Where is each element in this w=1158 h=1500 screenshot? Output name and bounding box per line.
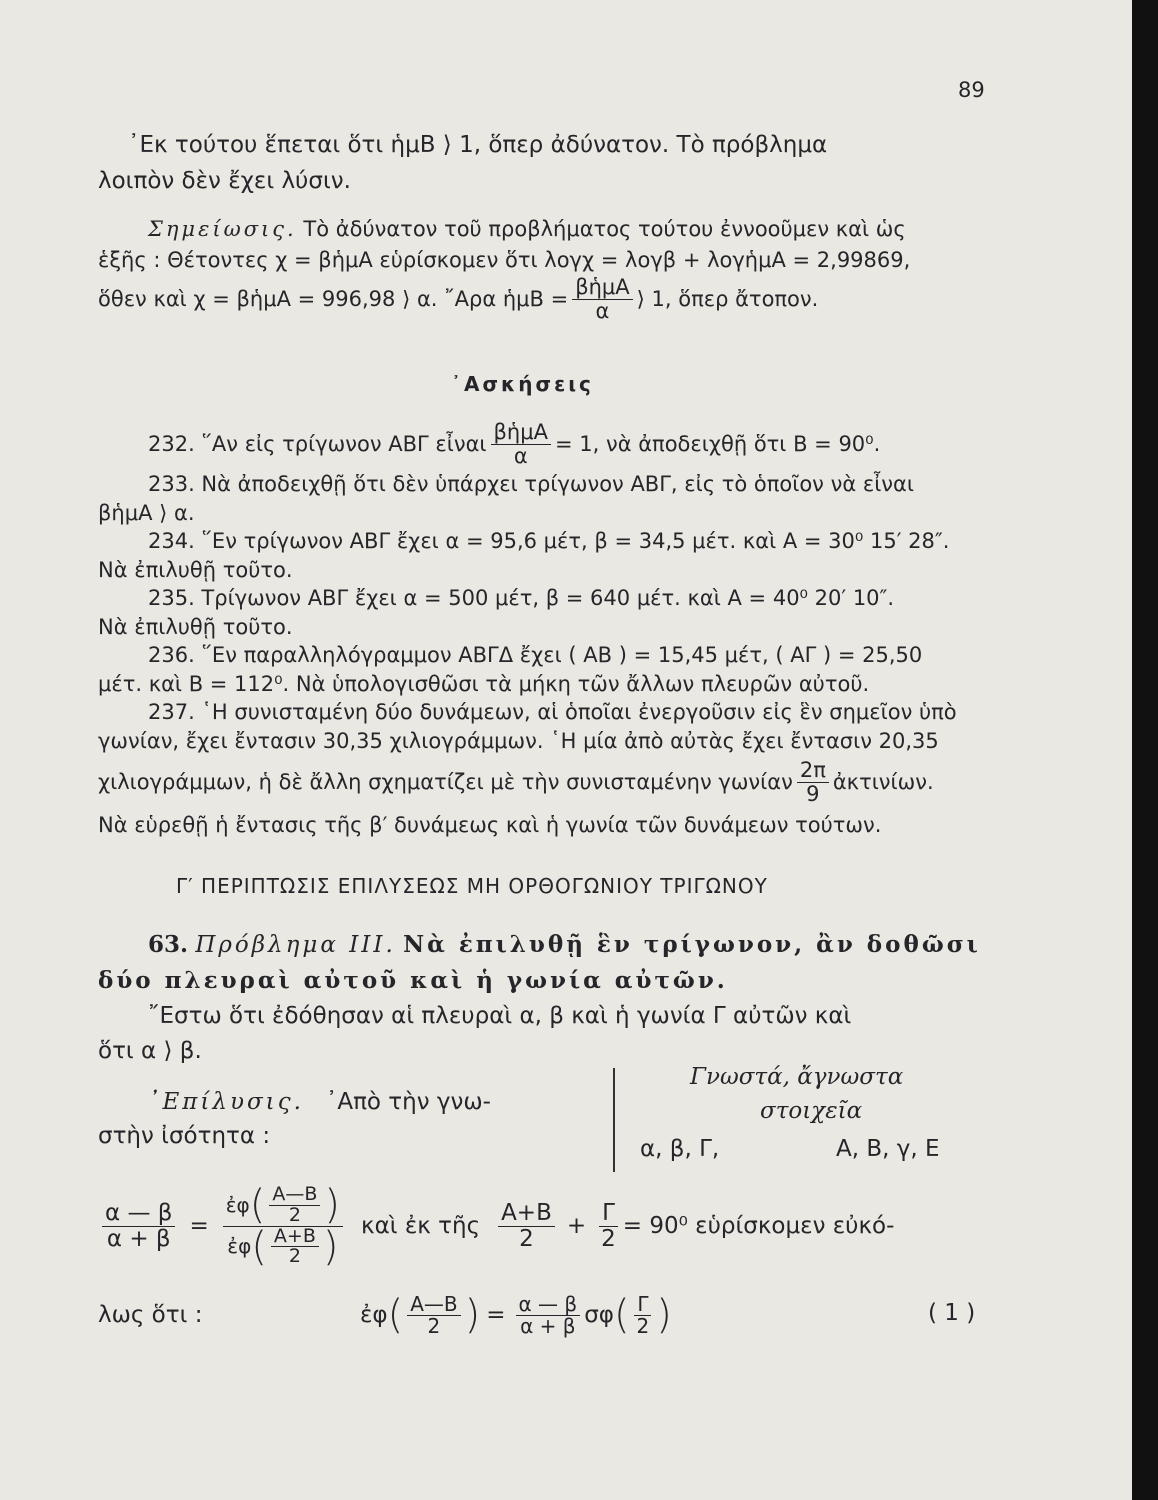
solution-label: ᾿Επίλυσις. <box>148 1089 304 1115</box>
remark-line: ἑξῆς : Θέτοντες χ = βἡμΑ εὑρίσκομεν ὅτι λογχ = λογβ + λογἡμΑ = 2,99869, <box>98 248 911 272</box>
denominator: α + β <box>106 1225 171 1252</box>
denominator: 2 <box>519 1225 534 1252</box>
exercise-234-cont: Νὰ ἐπιλυθῇ τοῦτο. <box>98 558 293 582</box>
fraction <box>797 759 829 804</box>
exercise-text: χιλιογράμμων, ἡ δὲ ἄλλη σχηματίζει μὲ τὴν συνισταμένην γωνίαν <box>98 770 793 794</box>
table-divider <box>613 1068 615 1172</box>
equation-2: λως ὅτι : ἐφ ( $\frac{A—B}{2}$ ) = $\frac{\alpha — \beta}{\alpha + \beta}$ σφ ( $\frac{\Gamma}{2}$ ) <box>98 1291 672 1338</box>
equation-1 <box>98 1166 894 1286</box>
exercise-237: 237. ῾Η συνισταμένη δύο δυνάμεων, αἱ ὁποῖαι ἐνεργοῦσιν εἰς ἓν σημεῖον ὑπὸ <box>148 700 957 724</box>
text-line: ῎Εστω ὅτι ἐδόθησαν αἱ πλευραὶ α, β καὶ ἡ γωνία Γ αὐτῶν καὶ <box>148 1003 852 1029</box>
exercise-235-cont: Νὰ ἐπιλυθῇ τοῦτο. <box>98 615 293 639</box>
scan-edge <box>1132 0 1158 1500</box>
problem-title <box>148 931 981 958</box>
equation-text: καὶ ἐκ τῆς <box>361 1213 481 1239</box>
remark-text: Τὸ ἀδύνατον τοῦ προβλήματος τούτου ἐννοοῦμεν καὶ ὡς <box>303 217 906 241</box>
equals-sign: = <box>189 1213 209 1239</box>
fraction <box>223 1182 343 1270</box>
denominator: α <box>595 298 610 323</box>
denominator: 2 <box>427 1313 441 1338</box>
numerator: Α+Β <box>271 1227 319 1248</box>
exercises-heading: ᾿Ασκήσεις <box>451 372 594 396</box>
text-line: ὅτι α ⟩ β. <box>98 1038 202 1064</box>
problem-statement: Νὰ ἐπιλυθῇ ἓν τρίγωνον, ἂν δοθῶσι <box>403 931 981 958</box>
table-header: Γνωστά, ἄγνωστα <box>690 1064 904 1090</box>
tan-fn: ἐφ <box>360 1302 388 1328</box>
tan-fn: ἐφ <box>227 1234 252 1259</box>
exercise-232 <box>148 417 880 471</box>
denominator: α <box>513 443 528 468</box>
remark-line <box>98 272 818 326</box>
remark-text: ⟩ 1, ὅπερ ἄτοπον. <box>636 287 819 311</box>
fraction <box>491 421 551 466</box>
numerator: α — β <box>516 1294 581 1316</box>
exercise-233: 233. Νὰ ἀποδειχθῇ ὅτι δὲν ὑπάρχει τρίγωνον ΑΒΓ, εἰς τὸ ὁποῖον νὰ εἶναι <box>148 472 914 496</box>
denominator: 2 <box>288 1203 301 1226</box>
cot-fn: σφ <box>584 1302 614 1328</box>
table-unknown: Α, Β, γ, Ε <box>836 1136 940 1162</box>
tan-fn: ἐφ <box>225 1192 250 1217</box>
equals-sign: = <box>486 1302 506 1328</box>
fraction <box>572 276 632 321</box>
numerator: α — β <box>102 1201 175 1226</box>
text-line: λοιπὸν δὲν ἔχει λύσιν. <box>98 168 351 194</box>
solution-line: στὴν ἰσότητα : <box>98 1123 271 1149</box>
numerator: Α—Β <box>407 1294 460 1316</box>
denominator: 2 <box>636 1313 650 1338</box>
table-known: α, β, Γ, <box>640 1136 720 1162</box>
exercise-236-cont: μέτ. καὶ Β = 112⁰. Νὰ ὑπολογισθῶσι τὰ μήκη τῶν ἄλλων πλευρῶν αὐτοῦ. <box>98 672 870 696</box>
denominator: 2 <box>601 1225 616 1252</box>
equation-text: λως ὅτι : <box>98 1302 203 1328</box>
fraction <box>269 1182 320 1226</box>
page-number: 89 <box>958 78 985 102</box>
section-title: Γ′ ΠΕΡΙΠΤΩΣΙΣ ΕΠΙΛΥΣΕΩΣ ΜΗ ΟΡΘΟΓΩΝΙΟΥ ΤΡΙΓΩΝΟΥ <box>176 874 768 898</box>
remark-text: ὅθεν καὶ χ = βἡμΑ = 996,98 ⟩ α. ῎Αρα ἡμΒ = <box>98 287 569 311</box>
numerator: Γ <box>599 1201 618 1226</box>
fraction <box>407 1291 460 1338</box>
fraction <box>516 1291 581 1338</box>
equation-label: ( 1 ) <box>928 1300 976 1326</box>
denominator: ἐφ ( $\frac{A+B}{2}$ ) <box>227 1223 339 1270</box>
fraction <box>271 1224 319 1268</box>
problem-statement-cont: δύο πλευραὶ αὐτοῦ καὶ ἡ γωνία αὐτῶν. <box>98 967 728 994</box>
exercise-237-cont: γωνίαν, ἔχει ἔντασιν 30,35 χιλιογράμμων. ῾Η μία ἀπὸ αὐτὰς ἔχει ἔντασιν 20,35 <box>98 729 939 753</box>
solution-line <box>148 1089 491 1115</box>
numerator: 2π <box>797 759 829 782</box>
fraction <box>102 1201 175 1250</box>
exercise-237-cont <box>98 756 934 808</box>
problem-label: Πρόβλημα III. <box>195 932 396 958</box>
fraction <box>634 1291 653 1338</box>
plus-sign: + <box>566 1213 587 1239</box>
numerator: βἡμΑ <box>491 421 551 444</box>
exercise-237-cont: Νὰ εὑρεθῇ ἡ ἔντασις τῆς β′ δυνάμεως καὶ ἡ γωνία τῶν δυνάμεων τούτων. <box>98 813 882 837</box>
fraction <box>598 1201 619 1250</box>
exercise-text: 232. ῞Αν εἰς τρίγωνον ΑΒΓ εἶναι <box>148 432 487 456</box>
table-header: στοιχεῖα <box>760 1098 863 1124</box>
fraction <box>498 1201 555 1250</box>
numerator: Α—Β <box>269 1185 320 1206</box>
numerator: Γ <box>634 1294 651 1316</box>
exercise-235: 235. Τρίγωνον ΑΒΓ ἔχει α = 500 μέτ, β = 640 μέτ. καὶ Α = 40⁰ 20′ 10″. <box>148 586 895 610</box>
exercise-text: ἀκτινίων. <box>832 770 934 794</box>
numerator: ἐφ ( $\frac{A—B}{2}$ ) <box>223 1185 343 1227</box>
denominator: α + β <box>520 1313 576 1338</box>
exercise-234: 234. ῞Εν τρίγωνον ΑΒΓ ἔχει α = 95,6 μέτ, β = 34,5 μέτ. καὶ Α = 30⁰ 15′ 28″. <box>148 529 950 553</box>
equation-text: = 90⁰ εὑρίσκομεν εὐκό- <box>622 1213 895 1239</box>
solution-text: ᾿Απὸ τὴν γνω- <box>325 1089 491 1115</box>
exercise-text: = 1, νὰ ἀποδειχθῇ ὅτι Β = 90⁰. <box>554 432 881 456</box>
denominator: 9 <box>806 781 820 806</box>
exercise-236: 236. ῞Εν παραλληλόγραμμον ΑΒΓΔ ἔχει ( ΑΒ ) = 15,45 μέτ, ( ΑΓ ) = 25,50 <box>148 643 923 667</box>
denominator: 2 <box>288 1245 301 1268</box>
numerator: βἡμΑ <box>572 276 632 299</box>
problem-number: 63. <box>148 931 189 958</box>
numerator: Α+Β <box>498 1201 555 1226</box>
remark-label: Σημείωσις. <box>148 217 297 241</box>
remark-line <box>148 217 906 241</box>
text-line: ᾿Εκ τούτου ἕπεται ὅτι ἡμΒ ⟩ 1, ὅπερ ἀδύνατον. Τὸ πρόβλημα <box>128 132 828 158</box>
exercise-233-cont: βἡμΑ ⟩ α. <box>98 501 195 525</box>
